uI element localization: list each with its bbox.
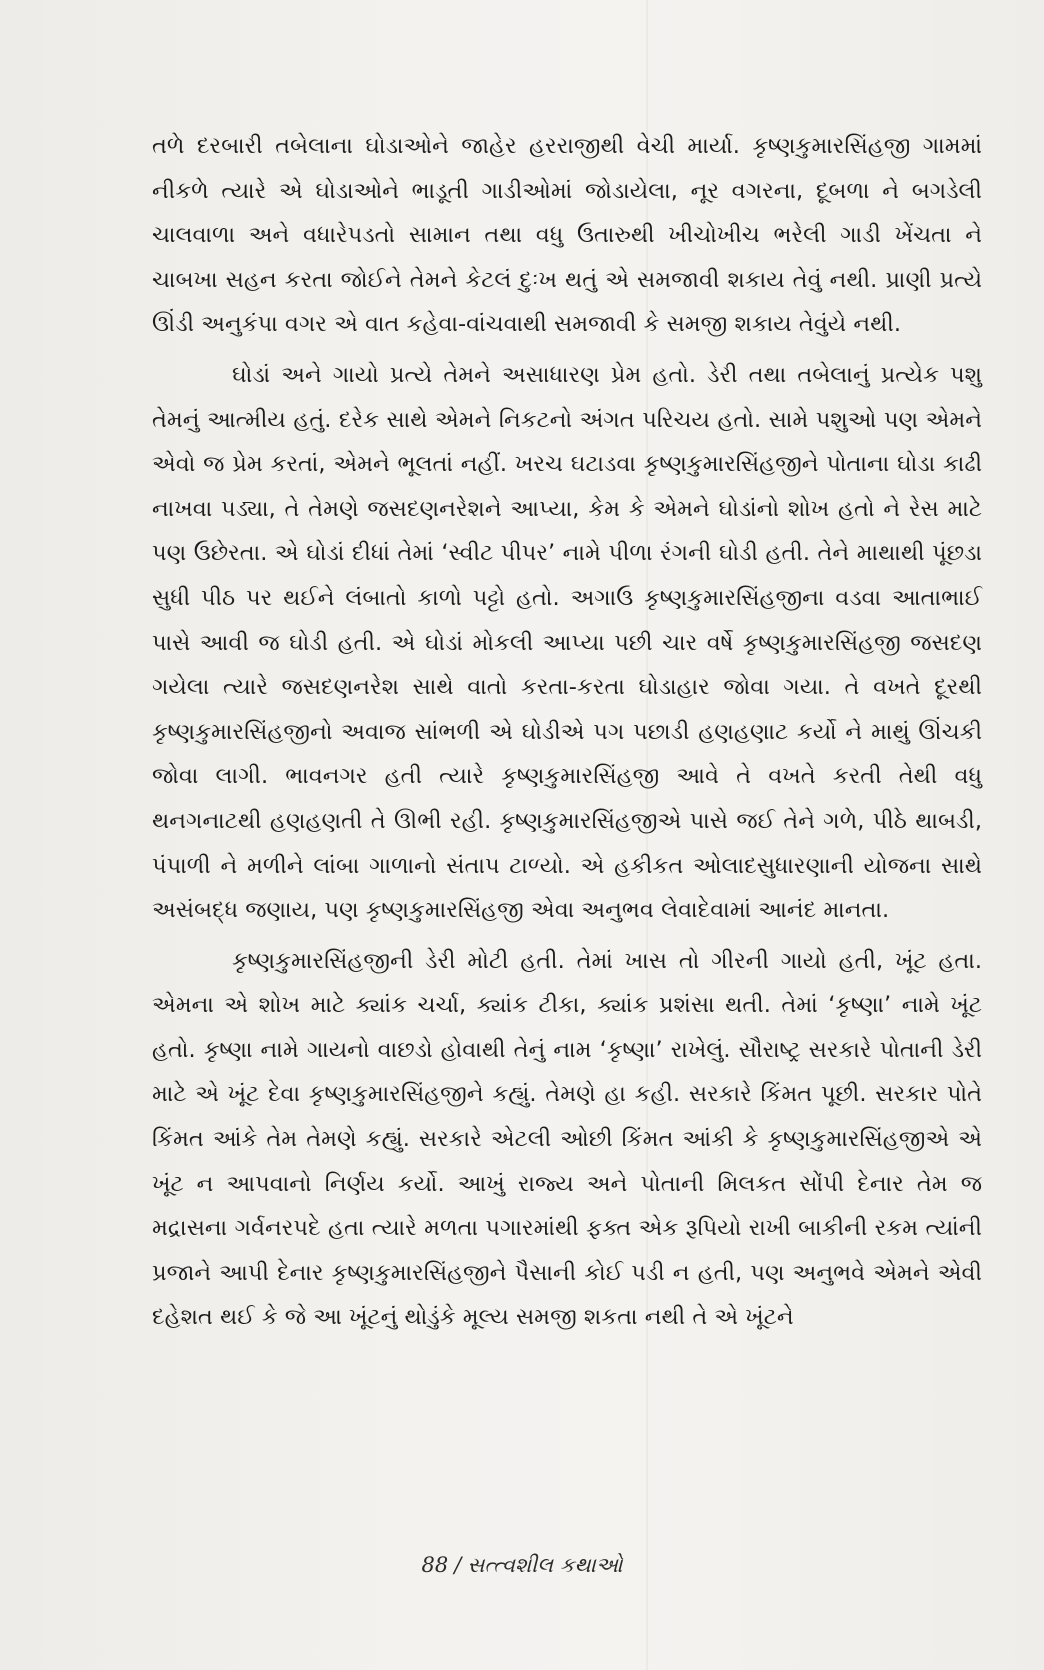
paragraph-2: ઘોડાં અને ગાયો પ્રત્યે તેમને અસાધારણ પ્રેમ હતો. ડેરી તથા તબેલાનું પ્રત્યેક પશુ તેમનું આત્મીય હતું. દરેક સાથે એમને નિકટનો અંગત પરિચય હતો. સામે પશુઓ પણ એમને એવો જ પ્રેમ કરતાં, એમને ભૂલતાં નહીં. ખરચ ઘટાડવા કૃષ્ણકુમારસિંહજીને પોતાના ઘોડા કાઢી નાખવા પડ્યા, તે તેમણે જસદણનરેશને આપ્યા, કેમ કે એમને ઘોડાંનો શોખ હતો ને રેસ માટે પણ ઉછેરતા. એ ઘોડાં દીધાં તેમાં ‘સ્વીટ પીપર’ નામે પીળા રંગની ઘોડી હતી. તેને માથાથી પૂંછડા સુધી પીઠ પર થઈને લંબાતો કાળો પટ્ટો હતો. અગાઉ કૃષ્ણકુમારસિંહજીના વડવા આતાભાઈ પાસે આવી જ ઘોડી હતી. એ ઘોડાં મોકલી આપ્યા પછી ચાર વર્ષે કૃષ્ણકુમારસિંહજી જસદણ ગયેલા ત્યારે જસદણનરેશ સાથે વાતો કરતા-કરતા ઘોડાહાર જોવા ગયા. તે વખતે દૂરથી કૃષ્ણકુમારસિંહજીનો અવાજ સાંભળી એ ઘોડીએ પગ પછાડી હણહણાટ કર્યો ને માથું ઊંચકી જોવા લાગી. ભાવનગર હતી ત્યારે કૃષ્ણકુમારસિંહજી આવે તે વખતે કરતી તેથી વધુ થનગનાટથી હણહણતી તે ઊભી રહી. કૃષ્ણકુમારસિંહજીએ પાસે જઈ તેને ગળે, પીઠે થાબડી, પંપાળી ને મળીને લાંબા ગાળાનો સંતાપ ટાળ્યો. એ હકીકત ઓલાદસુધારણાની યોજના સાથે અસંબદ્ધ જણાય, પણ કૃષ્ણકુમારસિંહજી એવા અનુભવ લેવાદેવામાં આનંદ માનતા. <box>152 361 982 924</box>
page-number: 88 <box>421 1553 449 1577</box>
paragraph-1: તળે દરબારી તબેલાના ઘોડાઓને જાહેર હરરાજીથી વેચી માર્યા. કૃષ્ણકુમારસિંહજી ગામમાં નીકળે ત્યારે એ ઘોડાઓને ભાડૂતી ગાડીઓમાં જોડાયેલા, નૂર વગરના, દૂબળા ને બગડેલી ચાલવાળા અને વધારેપડતો સામાન તથા વધુ ઉતારુથી ખીચોખીચ ભરેલી ગાડી ખેંચતા ને ચાબખા સહન કરતા જોઈને તેમને કેટલં દુઃખ થતું એ સમજાવી શકાય તેવું નથી. પ્રાણી પ્રત્યે ઊંડી અનુકંપા વગર એ વાત કહેવા-વાંચવાથી સમજાવી કે સમજી શકાય તેવુંયે નથી. <box>152 133 982 338</box>
page-footer <box>0 1553 1044 1578</box>
book-title: સત્ત્વશીલ કથાઓ <box>467 1553 623 1577</box>
footer-separator: / <box>454 1553 462 1577</box>
paragraph-3: કૃષ્ણકુમારસિંહજીની ડેરી મોટી હતી. તેમાં ખાસ તો ગીરની ગાયો હતી, ખૂંટ હતા. એમના એ શોખ માટે ક્યાંક ચર્ચા, ક્યાંક ટીકા, ક્યાંક પ્રશંસા થતી. તેમાં ‘કૃષ્ણા’ નામે ખૂંટ હતો. કૃષ્ણા નામે ગાયનો વાછડો હોવાથી તેનું નામ ‘કૃષ્ણા’ રાખેલું. સૌરાષ્ટ્ર સરકારે પોતાની ડેરી માટે એ ખૂંટ દેવા કૃષ્ણકુમારસિંહજીને કહ્યું. તેમણે હા કહી. સરકારે કિંમત પૂછી. સરકાર પોતે કિંમત આંકે તેમ તેમણે કહ્યું. સરકારે એટલી ઓછી કિંમત આંકી કે કૃષ્ણકુમારસિંહજીએ એ ખૂંટ ન આપવાનો નિર્ણય કર્યો. આખું રાજ્ય અને પોતાની મિલકત સોંપી દેનાર તેમ જ મદ્રાસના ગર્વનરપદે હતા ત્યારે મળતા પગારમાંથી ફક્ત એક રૂપિયો રાખી બાકીની રકમ ત્યાંની પ્રજાને આપી દેનાર કૃષ્ણકુમારસિંહજીને પૈસાની કોઈ પડી ન હતી, પણ અનુભવે એમને એવી દહેશત થઈ કે જે આ ખૂંટનું થોડુંકે મૂલ્ય સમજી શકતા નથી તે એ ખૂંટને <box>152 947 982 1331</box>
body-text <box>152 124 982 1544</box>
